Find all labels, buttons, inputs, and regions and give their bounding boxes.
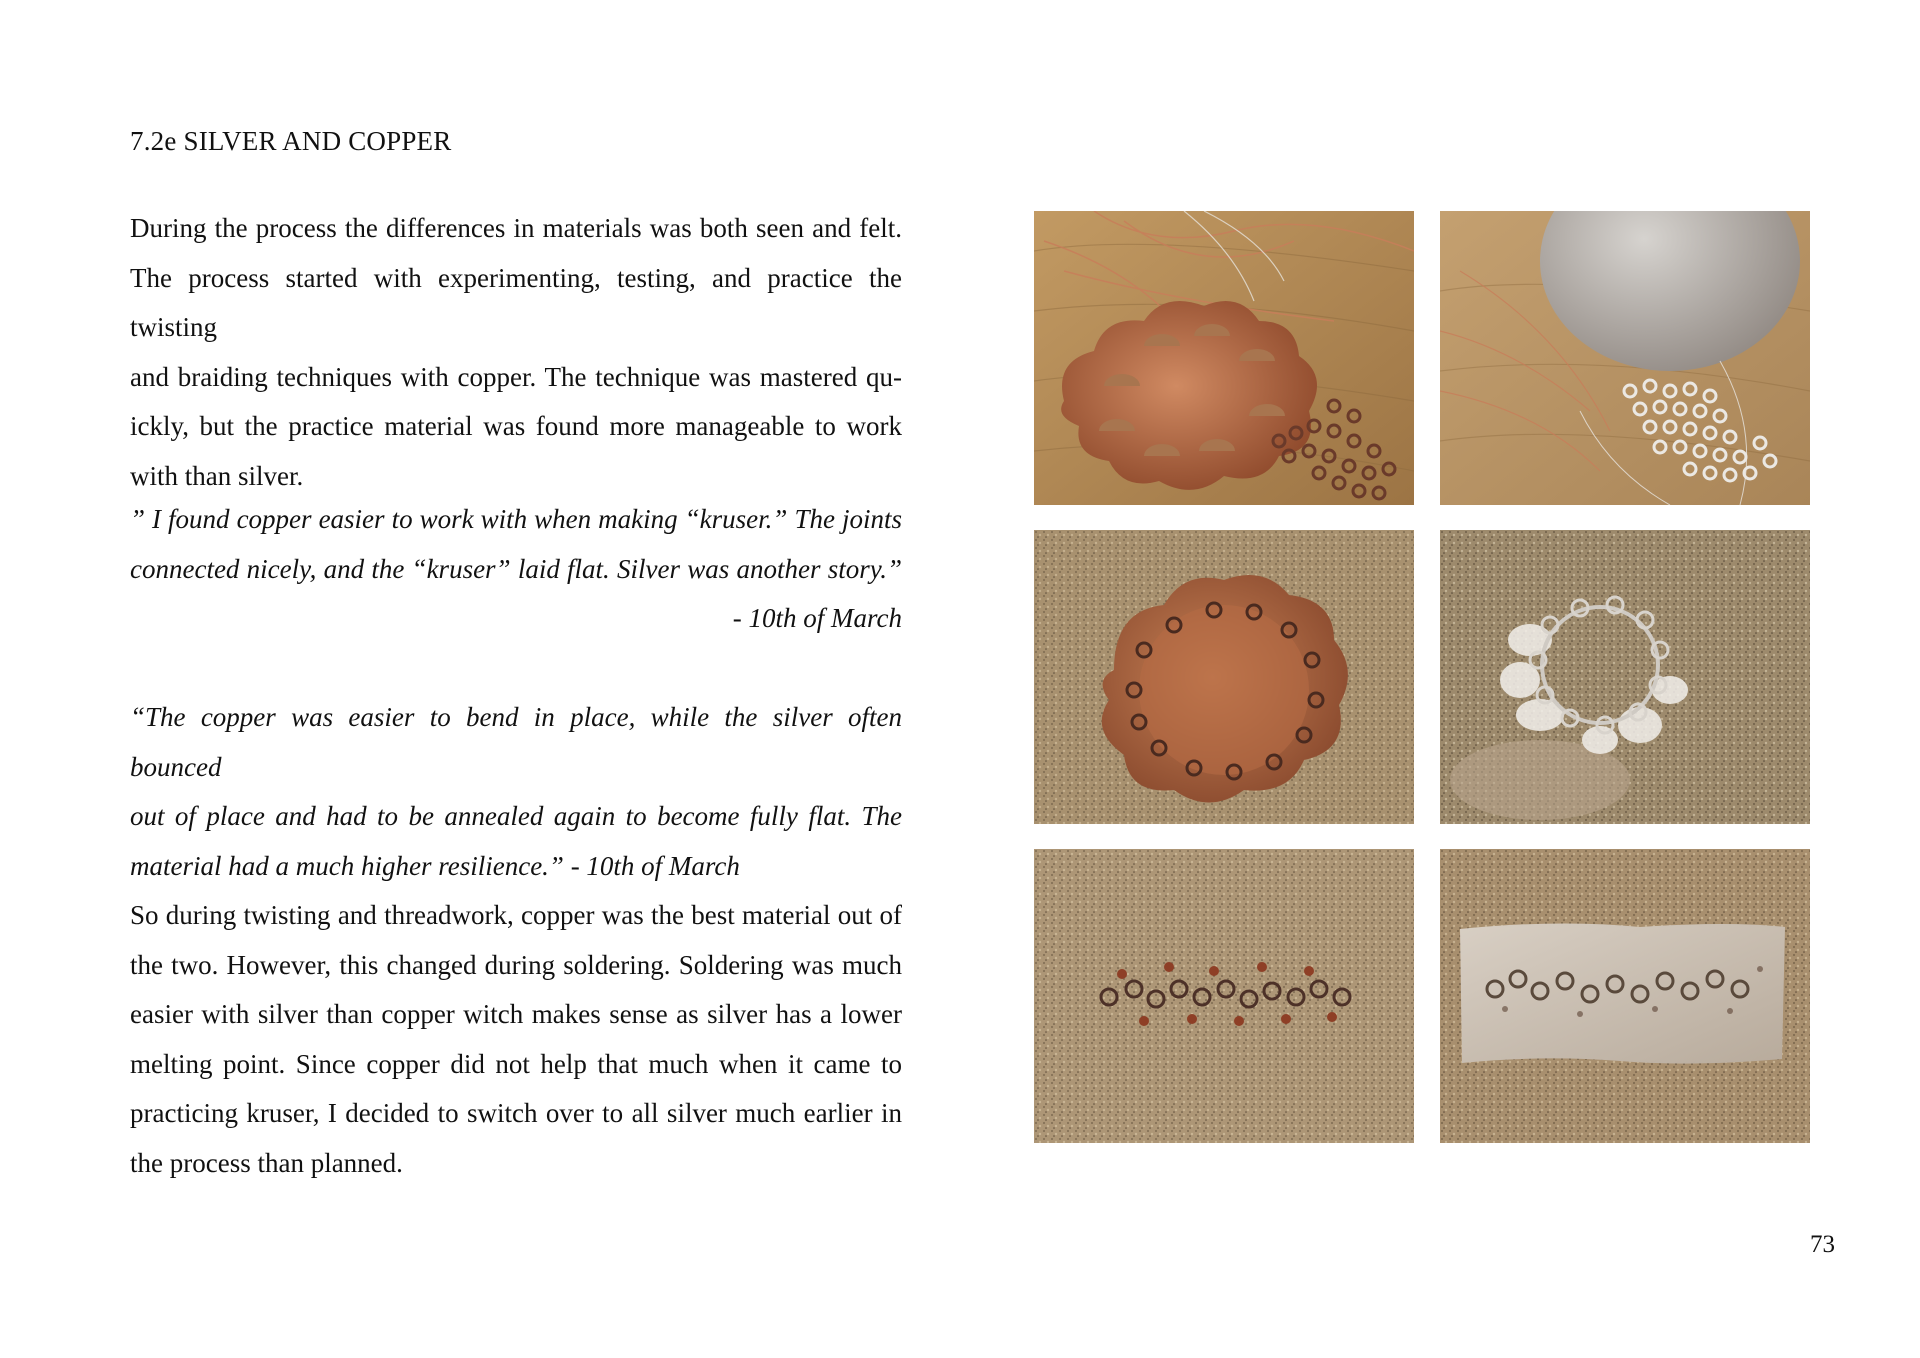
text-line: During the process the differences in materials was both seen and felt. <box>130 213 902 243</box>
conclusion-paragraph <box>130 891 902 1188</box>
silver-disc-and-rings-photo <box>1440 211 1810 505</box>
quote-attribution: - 10th of March <box>732 603 902 633</box>
quote-block-1 <box>130 495 902 644</box>
copper-kruser-strip-photo <box>1034 849 1414 1143</box>
text-line: the process than planned. <box>130 1147 403 1178</box>
text-line: with than silver. <box>130 460 304 491</box>
section-heading: 7.2e SILVER AND COPPER <box>130 126 452 156</box>
copper-flower-with-kruser-photo <box>1034 530 1414 824</box>
text-line: practicing kruser, I decided to switch over to all silver much earlier in <box>130 1098 902 1128</box>
text-line: The process started with experimenting, testing, and practice the twisting <box>130 262 902 342</box>
text-line: ickly, but the practice material was found more manageable to work <box>130 411 902 441</box>
text-line: melting point. Since copper did not help that much when it came to <box>130 1048 902 1079</box>
silver-plate-shape <box>1460 923 1785 1063</box>
text-line: the two. However, this changed during soldering. Soldering was much <box>130 949 902 980</box>
quote-line: material had a much higher resilience.” - 10th of March <box>130 850 740 881</box>
copper-flower-and-coils-photo <box>1034 211 1414 505</box>
page-number: 73 <box>1810 1231 1835 1258</box>
quote-line: out of place and had to be annealed again to become fully flat. The <box>130 801 902 831</box>
quote-block-2 <box>130 693 902 891</box>
silver-ring-of-kruser-photo <box>1440 530 1810 824</box>
intro-paragraph <box>130 204 902 501</box>
text-line: and braiding techniques with copper. The technique was mastered qu- <box>130 361 902 392</box>
text-line: easier with silver than copper witch makes sense as silver has a lower <box>130 999 902 1029</box>
silver-plate-with-kruser-photo <box>1440 849 1810 1143</box>
quote-line: ” I found copper easier to work with when making “kruser.” The joints <box>130 504 902 534</box>
quote-line: connected nicely, and the “kruser” laid flat. Silver was another story.” <box>130 553 902 584</box>
text-line: So during twisting and threadwork, copper was the best material out of <box>130 900 902 930</box>
quote-line: “The copper was easier to bend in place, while the silver often bounced <box>130 702 902 782</box>
